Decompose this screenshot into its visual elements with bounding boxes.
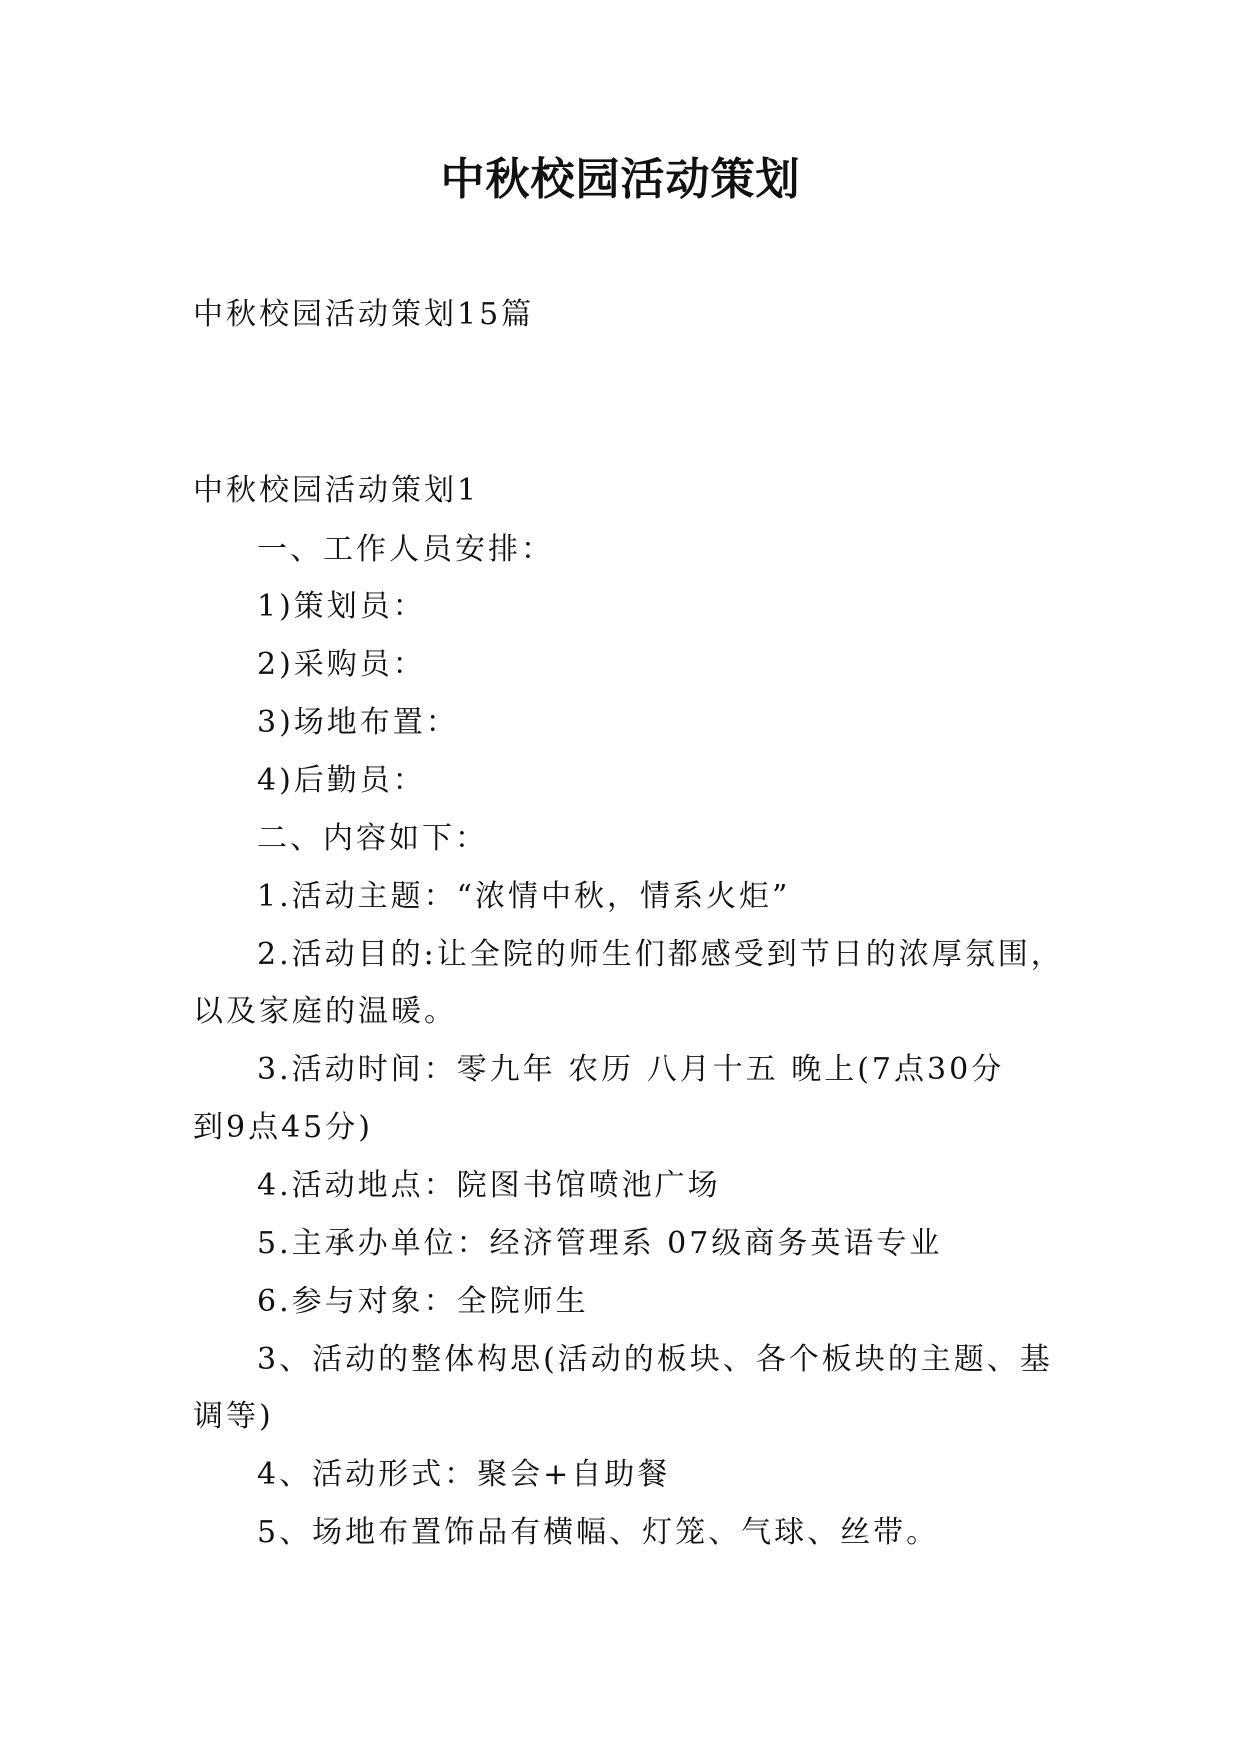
paragraph-line: 二、内容如下： [257, 821, 488, 856]
paragraph-line: 2.活动目的:让全院的师生们都感受到节日的浓厚氛围， [257, 937, 1064, 972]
paragraph-line: 一、工作人员安排： [257, 532, 554, 567]
paragraph-line: 3、活动的整体构思(活动的板块、各个板块的主题、基 [257, 1342, 1053, 1377]
document-subtitle: 中秋校园活动策划15篇 [193, 297, 535, 332]
paragraph-line: 1.活动主题：“浓情中秋，情系火炬” [257, 879, 791, 914]
paragraph-line: 1)策划员： [257, 589, 426, 624]
paragraph-line: 5.主承办单位：经济管理系 07级商务英语专业 [257, 1226, 943, 1261]
paragraph-line: 到9点45分) [193, 1110, 373, 1145]
paragraph-line: 3)场地布置： [257, 705, 459, 740]
section-heading: 中秋校园活动策划1 [193, 473, 480, 508]
paragraph-line: 5、场地布置饰品有横幅、灯笼、气球、丝带。 [257, 1515, 940, 1550]
paragraph-line: 4)后勤员： [257, 763, 426, 798]
document-title: 中秋校园活动策划 [440, 154, 801, 205]
paragraph-line: 6.参与对象：全院师生 [257, 1284, 589, 1319]
paragraph-line: 3.活动时间：零九年 农历 八月十五 晚上(7点30分 [257, 1052, 1005, 1087]
paragraph-line: 以及家庭的温暖。 [193, 994, 457, 1029]
paragraph-line: 4.活动地点：院图书馆喷池广场 [257, 1168, 721, 1203]
paragraph-line: 调等) [193, 1399, 274, 1434]
paragraph-line: 2)采购员： [257, 647, 426, 682]
paragraph-line: 4、活动形式：聚会+自助餐 [257, 1457, 671, 1492]
